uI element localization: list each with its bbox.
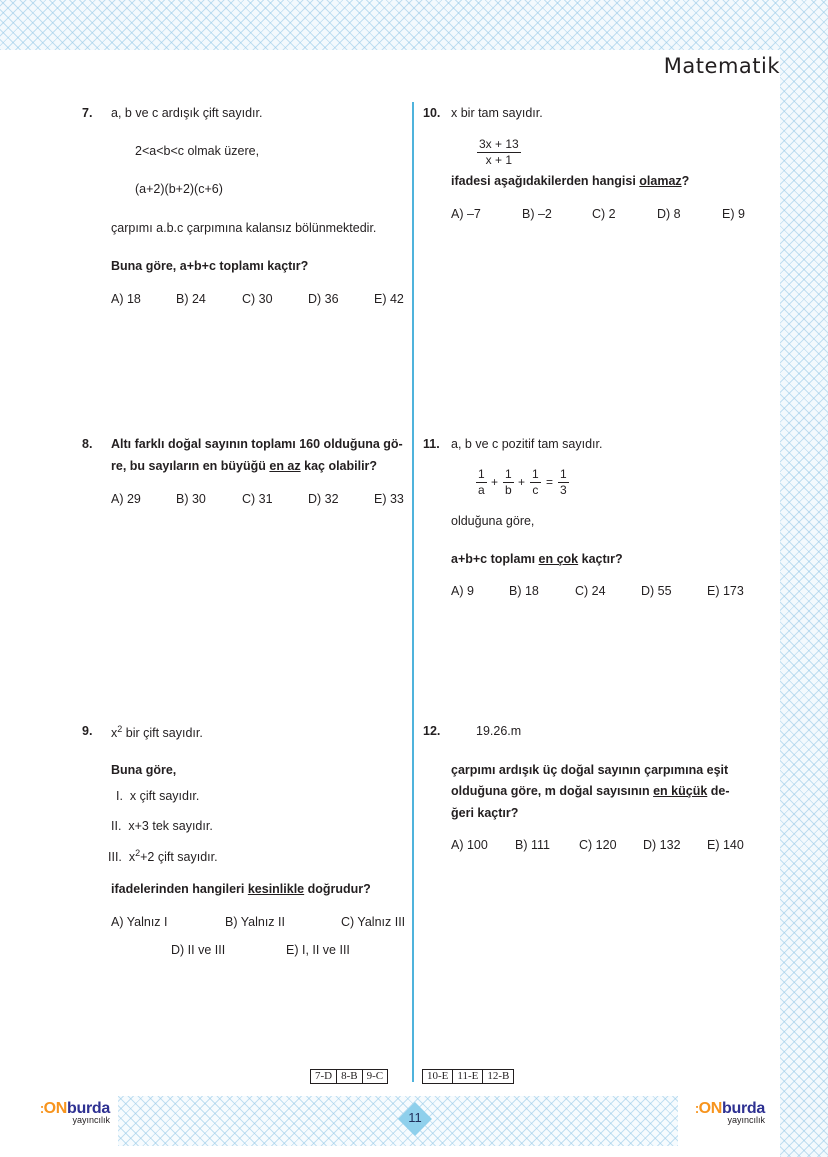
right-border-pattern	[780, 0, 828, 1157]
option-c[interactable]: C) 120	[579, 838, 617, 852]
statement-1: I. x çift sayıdır.	[116, 789, 200, 803]
question-text: Altı farklı doğal sayının toplamı 160 olduğuna gö-	[111, 437, 403, 451]
option-a[interactable]: A) 18	[111, 292, 141, 306]
question-text: çarpımı a.b.c çarpımına kalansız bölünmektedir.	[111, 221, 377, 235]
product-expression: (a+2)(b+2)(c+6)	[135, 182, 223, 196]
logo-dots-icon: ⁚	[695, 1105, 699, 1116]
option-d[interactable]: D) 132	[643, 838, 681, 852]
option-e[interactable]: E) 9	[722, 207, 745, 221]
option-a[interactable]: A) Yalnız I	[111, 915, 168, 929]
question-number: 10.	[423, 106, 441, 120]
subject-title: Matematik	[663, 54, 780, 78]
question-prompt: ğeri kaçtır?	[451, 806, 519, 820]
answer-key-left	[310, 1069, 388, 1084]
answer-key-item: 7-D	[311, 1070, 337, 1083]
question-number: 7.	[82, 106, 93, 120]
product-expression: 19.26.m	[476, 724, 522, 738]
question-text: a, b ve c ardışık çift sayıdır.	[111, 106, 263, 120]
option-e[interactable]: E) 42	[374, 292, 404, 306]
fraction-1-over-b: $\frac{1}{b}$	[505, 467, 512, 497]
column-divider	[412, 102, 414, 1082]
bottom-border-pattern	[118, 1096, 678, 1146]
answer-key-item: 12-B	[487, 1070, 510, 1082]
fraction-1-over-c: $\frac{1}{c}$	[532, 467, 539, 497]
question-prompt: a+b+c toplamı en çok kaçtır?	[451, 552, 623, 566]
fraction-1-over-3: $\frac{1}{3}$	[560, 467, 567, 497]
plus-sign: +	[491, 475, 499, 489]
fraction-expression: $\frac{3x + 13}{x + 1}$	[479, 137, 519, 167]
option-e[interactable]: E) 173	[707, 584, 744, 598]
question-text: $x^2$ bir çift sayıdır.	[111, 724, 203, 741]
question-prompt: re, bu sayıların en büyüğü en az kaç olabilir?	[111, 459, 378, 473]
question-number: 12.	[423, 724, 441, 738]
statement-2: II. x+3 tek sayıdır.	[111, 819, 213, 833]
option-c[interactable]: C) 31	[242, 492, 273, 506]
option-b[interactable]: B) 18	[509, 584, 539, 598]
option-d[interactable]: D) 55	[641, 584, 672, 598]
logo-dots-icon: ⁚	[40, 1105, 44, 1116]
publisher-logo-right: ⁚ONburda yayıncılık	[695, 1100, 765, 1125]
option-c[interactable]: C) 2	[592, 207, 616, 221]
question-prompt: ifadelerinden hangileri kesinlikle doğrudur?	[111, 882, 371, 896]
lead-text: Buna göre,	[111, 763, 177, 777]
question-text: çarpımı ardışık üç doğal sayının çarpımına eşit	[451, 763, 729, 777]
question-text: a, b ve c pozitif tam sayıdır.	[451, 437, 603, 451]
answer-key-item: 11-E	[453, 1070, 483, 1083]
option-c[interactable]: C) Yalnız III	[341, 915, 406, 929]
option-c[interactable]: C) 24	[575, 584, 606, 598]
fraction-1-over-a: $\frac{1}{a}$	[478, 467, 485, 497]
answer-key-right	[422, 1069, 514, 1084]
condition-text: 2<a<b<c olmak üzere,	[135, 144, 260, 158]
option-c[interactable]: C) 30	[242, 292, 273, 306]
question-number: 9.	[82, 724, 93, 738]
option-b[interactable]: B) –2	[522, 207, 552, 221]
option-a[interactable]: A) –7	[451, 207, 481, 221]
option-a[interactable]: A) 29	[111, 492, 141, 506]
option-e[interactable]: E) I, II ve III	[286, 943, 350, 957]
option-b[interactable]: B) 30	[176, 492, 206, 506]
option-e[interactable]: E) 140	[707, 838, 744, 852]
equals-sign: =	[546, 475, 554, 489]
question-number: 11.	[423, 437, 440, 451]
answer-key-item: 10-E	[423, 1070, 453, 1083]
option-b[interactable]: B) 24	[176, 292, 206, 306]
option-a[interactable]: A) 9	[451, 584, 474, 598]
option-e[interactable]: E) 33	[374, 492, 404, 506]
question-prompt: Buna göre, a+b+c toplamı kaçtır?	[111, 259, 309, 273]
option-a[interactable]: A) 100	[451, 838, 488, 852]
option-d[interactable]: D) 8	[657, 207, 681, 221]
answer-key-item: 9-C	[366, 1070, 384, 1082]
option-b[interactable]: B) 111	[515, 838, 550, 852]
question-text: olduğuna göre, m doğal sayısının en küçük de-	[451, 784, 730, 798]
question-text: olduğuna göre,	[451, 514, 535, 528]
option-d[interactable]: D) 36	[308, 292, 339, 306]
option-d[interactable]: D) II ve III	[171, 943, 226, 957]
publisher-logo-left: ⁚ONburda yayıncılık	[40, 1100, 110, 1125]
question-number: 8.	[82, 437, 93, 451]
question-text: x bir tam sayıdır.	[451, 106, 543, 120]
top-border-pattern	[0, 0, 828, 50]
plus-sign: +	[518, 475, 526, 489]
question-prompt: ifadesi aşağıdakilerden hangisi olamaz?	[451, 174, 690, 188]
answer-key-item: 8-B	[337, 1070, 363, 1083]
option-b[interactable]: B) Yalnız II	[225, 915, 285, 929]
option-d[interactable]: D) 32	[308, 492, 339, 506]
page-number: 11	[408, 1110, 422, 1125]
statement-3: III. $x^2+2$ çift sayıdır.	[108, 848, 218, 865]
